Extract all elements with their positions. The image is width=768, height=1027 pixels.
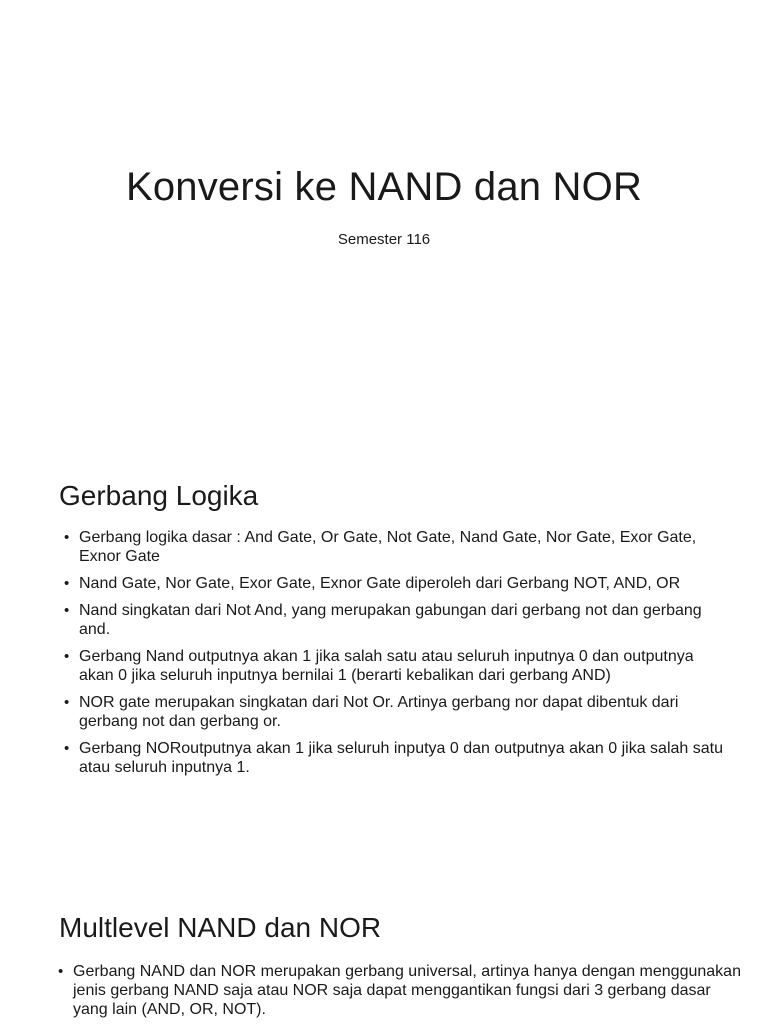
bullet-item bbox=[58, 962, 748, 1019]
slide-multilevel-nand-nor bbox=[0, 892, 768, 1024]
title-slide bbox=[0, 0, 768, 432]
bullet-text: Gerbang NAND dan NOR merupakan gerbang universal, artinya hanya dengan menggunakan jenis gerbang NAND saja atau NOR saja dapat menggantikan fungsi dari 3 gerbang dasar yang lain (AND, OR, NOT). bbox=[73, 963, 741, 1018]
bullet-text: Nand singkatan dari Not And, yang merupakan gabungan dari gerbang not dan gerbang and. bbox=[79, 602, 702, 638]
bullet-icon: • bbox=[64, 529, 70, 546]
bullet-text: Gerbang NORoutputnya akan 1 jika seluruh inputya 0 dan outputnya akan 0 jika salah satu atau seluruh inputnya 1. bbox=[79, 740, 723, 776]
bullet-icon: • bbox=[64, 740, 70, 757]
slide-heading: Multlevel NAND dan NOR bbox=[59, 912, 382, 943]
bullet-icon: • bbox=[64, 694, 70, 711]
bullet-item bbox=[64, 574, 724, 593]
bullet-list bbox=[58, 962, 748, 1027]
bullet-item bbox=[64, 647, 724, 685]
slide-gerbang-logika bbox=[0, 460, 768, 860]
slide-heading: Gerbang Logika bbox=[59, 480, 259, 511]
bullet-icon: • bbox=[64, 602, 70, 619]
bullet-icon: • bbox=[58, 963, 64, 980]
bullet-text: Nand Gate, Nor Gate, Exor Gate, Exnor Gate diperoleh dari Gerbang NOT, AND, OR bbox=[79, 575, 681, 592]
bullet-item bbox=[64, 693, 724, 731]
bullet-text: Gerbang Nand outputnya akan 1 jika salah satu atau seluruh inputnya 0 dan outputnya akan 0 jika seluruh inputnya bernilai 1 (berarti kebalikan dari gerbang AND) bbox=[79, 648, 694, 684]
presentation-title: Konversi ke NAND dan NOR bbox=[125, 165, 643, 209]
bullet-list bbox=[64, 528, 724, 785]
bullet-text: NOR gate merupakan singkatan dari Not Or. Artinya gerbang nor dapat dibentuk dari gerbang not dan gerbang or. bbox=[79, 694, 679, 730]
bullet-item bbox=[64, 528, 724, 566]
bullet-icon: • bbox=[64, 575, 70, 592]
bullet-item bbox=[64, 739, 724, 777]
presentation-subtitle: Semester 116 bbox=[337, 231, 431, 248]
bullet-icon: • bbox=[64, 648, 70, 665]
bullet-text: Gerbang logika dasar : And Gate, Or Gate, Not Gate, Nand Gate, Nor Gate, Exor Gate, Exnor Gate bbox=[79, 529, 697, 565]
bullet-item bbox=[64, 601, 724, 639]
